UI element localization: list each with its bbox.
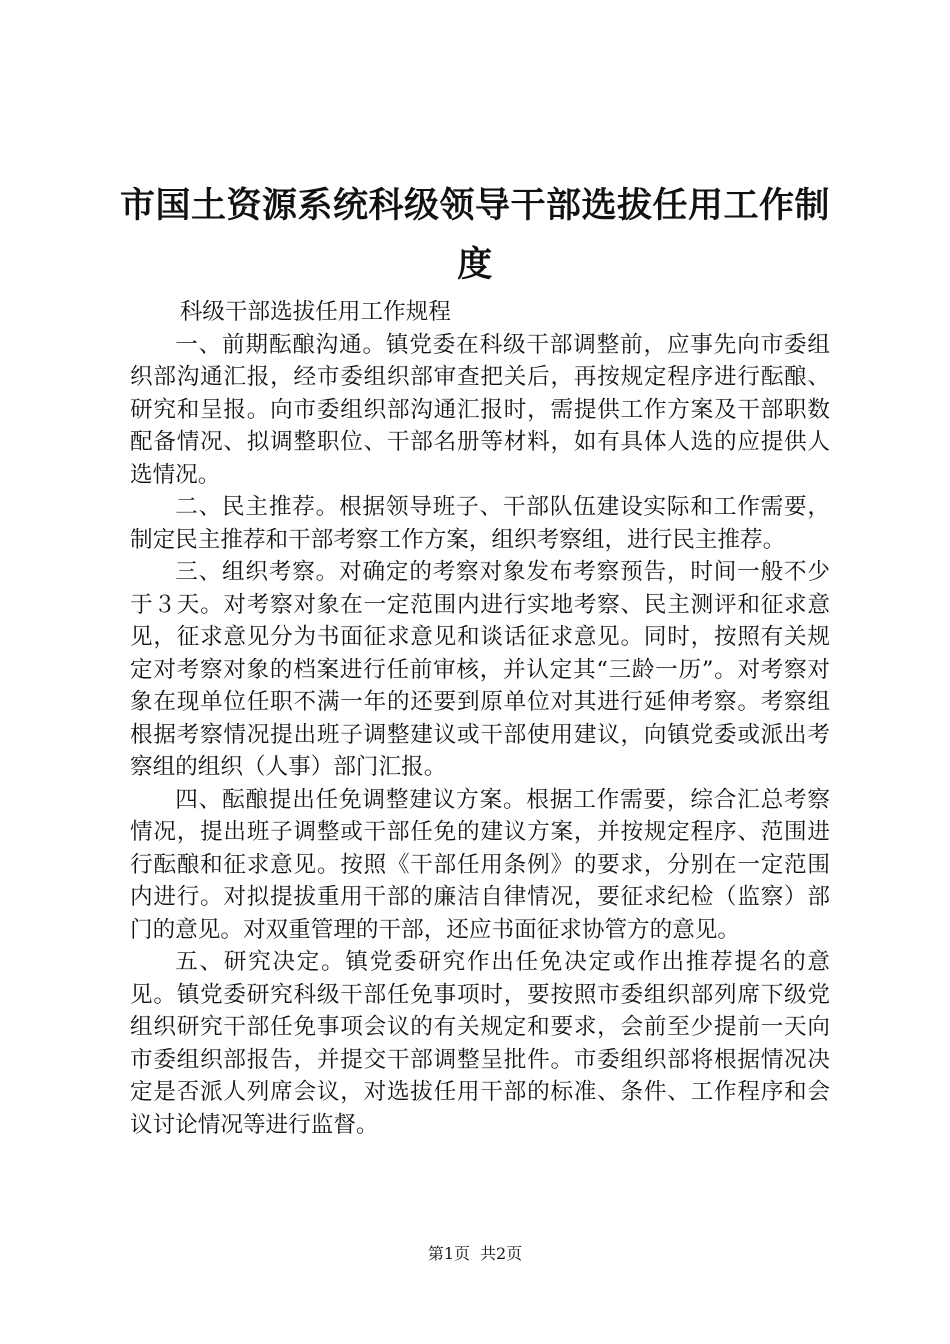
- paragraph-5: 五、研究决定。镇党委研究作出任免决定或作出推荐提名的意见。镇党委研究科级干部任免事项时，要按照市委组织部列席下级党组织研究干部任免事项会议的有关规定和要求，会前至少提前一天向市委组织部报告，并提交干部调整呈批件。市委组织部将根据情况决定是否派人列席会议，对选拔任用干部的标准、条件、工作程序和会议讨论情况等进行监督。: [130, 949, 830, 1138]
- paragraph-4: 四、酝酿提出任免调整建议方案。根据工作需要，综合汇总考察情况，提出班子调整或干部任免的建议方案，并按规定程序、范围进行酝酿和征求意见。按照《干部任用条例》的要求，分别在一定范围内进行。对拟提拔重用干部的廉洁自律情况，要征求纪检（监察）部门的意见。对双重管理的干部，还应书面征求协管方的意见。: [130, 786, 830, 943]
- page-number: 第1页: [427, 1244, 470, 1263]
- paragraph-3: 三、组织考察。对确定的考察对象发布考察预告，时间一般不少于３天。对考察对象在一定范围内进行实地考察、民主测评和征求意见，征求意见分为书面征求意见和谈话征求意见。同时，按照有关规定对考察对象的档案进行任前审核，并认定其“三龄一历”。对考察对象在现单位任职不满一年的还要到原单位对其进行延伸考察。考察组根据考察情况提出班子调整建议或干部使用建议，向镇党委或派出考察组的组织（人事）部门汇报。: [130, 559, 830, 780]
- paragraph-2: 二、民主推荐。根据领导班子、干部队伍建设实际和工作需要，制定民主推荐和干部考察工作方案，组织考察组，进行民主推荐。: [130, 494, 830, 553]
- section-heading: 科级干部选拔任用工作规程: [179, 299, 451, 325]
- paragraph-1: 一、前期酝酿沟通。镇党委在科级干部调整前，应事先向市委组织部沟通汇报，经市委组织部审查把关后，再按规定程序进行酝酿、研究和呈报。向市委组织部沟通汇报时，需提供工作方案及干部职数配备情况、拟调整职位、干部名册等材料，如有具体人选的应提供人选情况。: [130, 331, 830, 488]
- page-title: 市国土资源系统科级领导干部选拔任用工作制度: [119, 185, 830, 285]
- page-total: 共2页: [480, 1244, 523, 1263]
- document-body: [130, 296, 830, 1141]
- page-footer: [0, 1244, 950, 1264]
